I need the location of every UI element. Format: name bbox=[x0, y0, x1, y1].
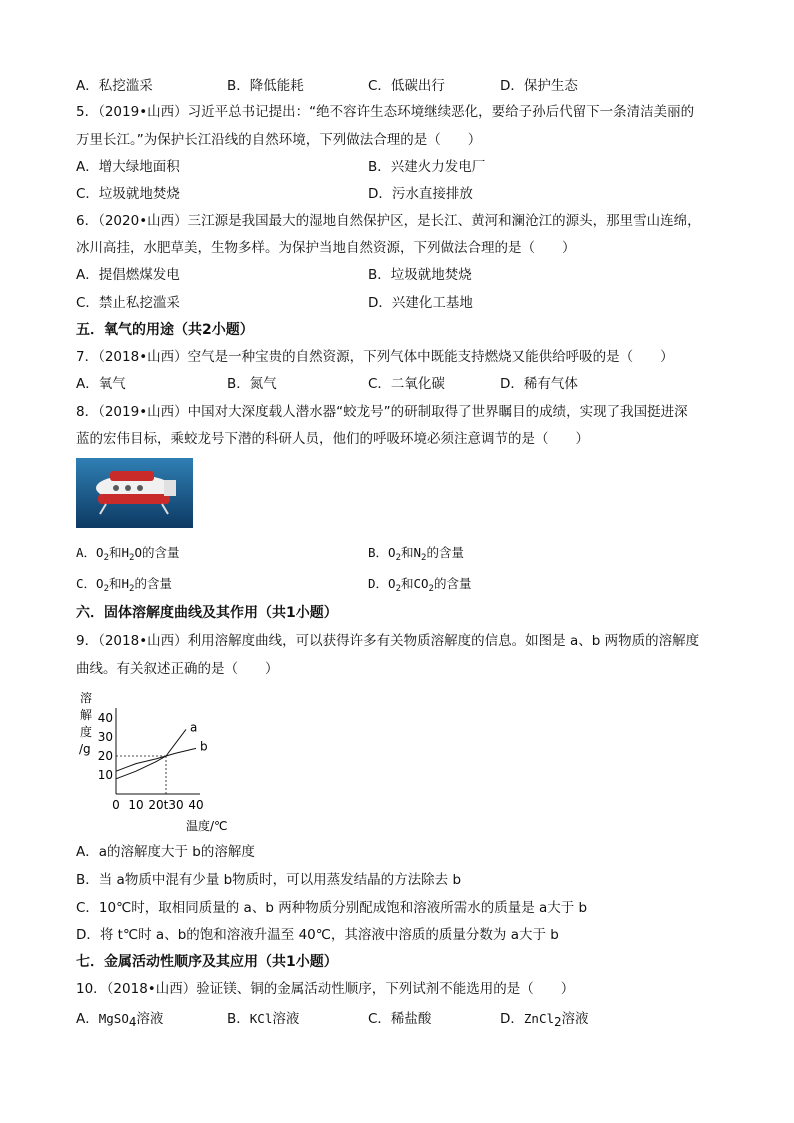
q4-option-c: C．低碳出行 bbox=[368, 78, 445, 94]
q10-option-d: D．ZnCl$_2$溶液 bbox=[500, 1011, 589, 1029]
solubility-chart bbox=[76, 688, 236, 838]
y-tick-label: 20 bbox=[97, 749, 113, 763]
q4-option-d: D．保护生态 bbox=[500, 78, 578, 94]
series-b-label: b bbox=[200, 739, 208, 754]
q5-option-b: B．兴建火力发电厂 bbox=[368, 159, 486, 175]
chart-xlabel: 温度/℃ bbox=[186, 819, 228, 833]
q9-option-d: D．将 t℃时 a、b的饱和溶液升温至 40℃，其溶液中溶质的质量分数为 a大于 b bbox=[76, 927, 559, 943]
x-tick-label: t bbox=[163, 798, 169, 812]
q4-option-a: A．私挖滥采 bbox=[76, 78, 153, 94]
q6-stem-line1: 6．（2020•山西）三江源是我国最大的湿地自然保护区，是长江、黄河和澜沧江的源头，那里雪山连绵， bbox=[76, 213, 701, 229]
q6-stem-line2: 冰川高挂，水肥草美，生物多样。为保护当地自然资源，下列做法合理的是（ ） bbox=[76, 240, 576, 256]
q9-stem-line1: 9．（2018•山西）利用溶解度曲线，可以获得许多有关物质溶解度的信息。如图是 a、b 两物质的溶解度 bbox=[76, 633, 700, 649]
ylabel-char: /g bbox=[79, 742, 91, 756]
section-6-heading: 六．固体溶解度曲线及其作用（共1小题） bbox=[76, 605, 338, 621]
q8-option-d: D．$O_2$和$CO_2$的含量 bbox=[368, 576, 472, 594]
section-5-heading: 五．氧气的用途（共2小题） bbox=[76, 322, 254, 338]
series-a-label: a bbox=[190, 720, 198, 735]
q8-option-b: B．$O_2$和$N_2$的含量 bbox=[368, 545, 464, 563]
section-7-heading: 七．金属活动性顺序及其应用（共1小题） bbox=[76, 954, 338, 970]
q7-option-d: D．稀有气体 bbox=[500, 376, 578, 392]
ylabel-char: 度 bbox=[80, 725, 93, 739]
y-tick-label: 30 bbox=[97, 730, 113, 744]
q9-stem-line2: 曲线。有关叙述正确的是（ ） bbox=[76, 661, 279, 677]
chart-ylabel bbox=[79, 690, 92, 756]
q10-stem-line1: 10．（2018•山西）验证镁、铜的金属活动性顺序，下列试剂不能选用的是（ ） bbox=[76, 981, 575, 997]
q8-option-a: A．$O_2$和$H_2O$的含量 bbox=[76, 545, 180, 563]
q5-option-c: C．垃圾就地焚烧 bbox=[76, 186, 180, 202]
x-tick-label: 20 bbox=[148, 798, 164, 812]
q10-option-a: A．MgSO$_4$溶液 bbox=[76, 1011, 164, 1029]
q10-option-c: C．稀盐酸 bbox=[368, 1011, 432, 1027]
ylabel-char: 溶 bbox=[80, 691, 93, 705]
y-tick-label: 40 bbox=[97, 711, 113, 725]
q6-option-c: C．禁止私挖滥采 bbox=[76, 295, 180, 311]
q9-option-c: C．10℃时，取相同质量的 a、b 两种物质分别配成饱和溶液所需水的质量是 a大于 b bbox=[76, 900, 588, 916]
q9-option-a: A．a的溶解度大于 b的溶解度 bbox=[76, 844, 255, 860]
series-b-line bbox=[116, 748, 196, 771]
x-tick-label: 40 bbox=[188, 798, 204, 812]
q6-option-d: D．兴建化工基地 bbox=[368, 295, 473, 311]
q5-option-d: D．污水直接排放 bbox=[368, 186, 473, 202]
x-tick-label: 10 bbox=[128, 798, 144, 812]
q6-option-b: B．垃圾就地焚烧 bbox=[368, 267, 472, 283]
q7-option-a: A．氧气 bbox=[76, 376, 126, 392]
x-tick-label: 30 bbox=[168, 798, 184, 812]
q7-option-c: C．二氧化碳 bbox=[368, 376, 445, 392]
q5-option-a: A．增大绿地面积 bbox=[76, 159, 180, 175]
submersible-photo bbox=[76, 458, 193, 528]
q7-option-b: B．氮气 bbox=[227, 376, 277, 392]
q10-option-b: B．KCl溶液 bbox=[227, 1011, 300, 1027]
q8-stem-line2: 蓝的宏伟目标，乘蛟龙号下潜的科研人员，他们的呼吸环境必须注意调节的是（ ） bbox=[76, 431, 589, 447]
q7-stem-line1: 7．（2018•山西）空气是一种宝贵的自然资源，下列气体中既能支持燃烧又能供给呼吸的是（ ） bbox=[76, 349, 674, 365]
series-a-line bbox=[116, 729, 186, 778]
q8-stem-line1: 8．（2019•山西）中国对大深度载人潜水器“蛟龙号”的研制取得了世界瞩目的成绩，实现了我国挺进深 bbox=[76, 404, 688, 420]
q6-option-a: A．提倡燃煤发电 bbox=[76, 267, 180, 283]
q5-stem-line2: 万里长江。”为保护长江沿线的自然环境，下列做法合理的是（ ） bbox=[76, 132, 482, 148]
q8-option-c: C．$O_2$和$H_2$的含量 bbox=[76, 576, 172, 594]
q9-option-b: B．当 a物质中混有少量 b物质时，可以用蒸发结晶的方法除去 b bbox=[76, 872, 462, 888]
ylabel-char: 解 bbox=[80, 708, 93, 722]
x-tick-label: 0 bbox=[112, 798, 120, 812]
y-tick-label: 10 bbox=[97, 768, 113, 782]
q5-stem-line1: 5．（2019•山西）习近平总书记提出：“绝不容许生态环境继续恶化，要给子孙后代留下一条清洁美丽的 bbox=[76, 104, 695, 120]
q4-option-b: B．降低能耗 bbox=[227, 78, 304, 94]
